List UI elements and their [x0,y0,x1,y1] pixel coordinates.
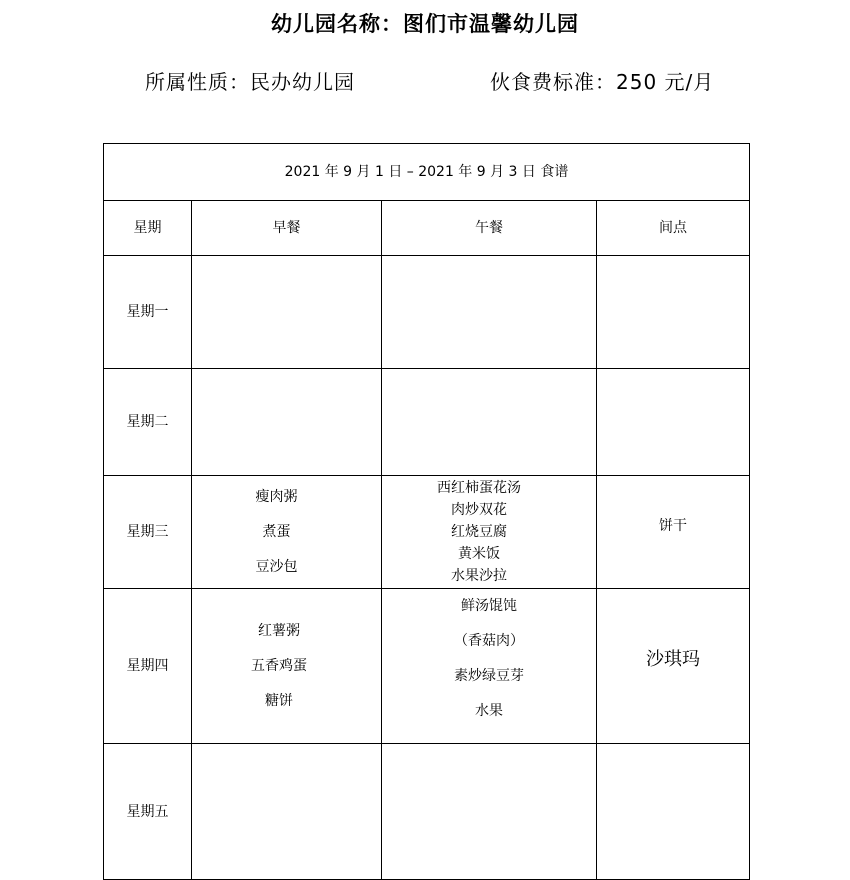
table-row [104,589,750,744]
breakfast-cell [192,256,382,369]
menu-period-row [104,144,750,201]
kindergarten-name-title: 幼儿园名称：图们市温馨幼儿园 [271,12,579,36]
menu-item: 水果 [475,703,503,719]
column-header-breakfast: 早餐 [192,201,382,256]
ownership-type: 所属性质：民办幼儿园 [145,70,355,94]
snack-cell [597,589,750,744]
menu-item: 五香鸡蛋 [251,657,307,674]
snack-cell [597,744,750,880]
menu-item: 煮蛋 [262,523,291,540]
table-row [104,476,750,589]
lunch-cell [382,476,597,589]
day-cell: 星期一 [104,256,192,369]
day-cell: 星期二 [104,369,192,476]
column-header-row [104,201,750,256]
menu-item: 豆沙包 [255,558,298,575]
meal-fee-standard: 伙食费标准：250 元/月 [490,70,715,94]
breakfast-cell [192,589,382,744]
breakfast-cell [192,744,382,880]
day-cell: 星期四 [104,589,192,744]
breakfast-cell [192,369,382,476]
lunch-cell [382,369,597,476]
menu-item: 水果沙拉 [451,568,507,584]
menu-item: 沙琪玛 [646,649,700,670]
menu-item: 瘦肉粥 [255,488,298,505]
menu-item: 黄米饭 [458,546,500,562]
weekly-menu-table [103,143,750,880]
lunch-cell [382,744,597,880]
column-header-lunch: 午餐 [382,201,597,256]
lunch-cell [382,589,597,744]
snack-cell [597,369,750,476]
menu-item: （香菇肉） [454,633,524,649]
menu-item: 肉炒双花 [451,502,507,518]
menu-item: 鲜汤馄饨 [461,598,517,614]
table-row [104,744,750,880]
lunch-cell [382,256,597,369]
menu-item: 红薯粥 [258,622,300,639]
day-cell: 星期五 [104,744,192,880]
day-cell: 星期三 [104,476,192,589]
table-row [104,369,750,476]
column-header-snack: 间点 [597,201,750,256]
column-header-day: 星期 [104,201,192,256]
snack-cell [597,256,750,369]
menu-item: 红烧豆腐 [451,524,507,540]
menu-item: 西红柿蛋花汤 [437,480,521,496]
snack-cell [597,476,750,589]
menu-item: 饼干 [659,518,687,534]
table-row [104,256,750,369]
menu-item: 素炒绿豆芽 [454,668,524,684]
menu-period: 2021 年 9 月 1 日 – 2021 年 9 月 3 日 食谱 [104,144,750,201]
menu-item: 糖饼 [265,692,293,709]
breakfast-cell [192,476,382,589]
